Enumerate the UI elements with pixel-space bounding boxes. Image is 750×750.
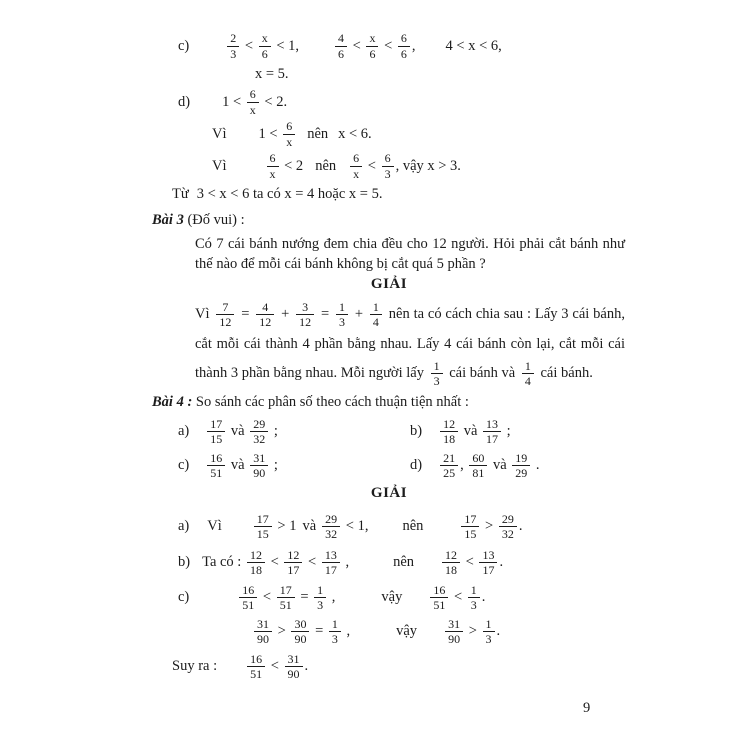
fraction: $\frac{29}{32}$ bbox=[250, 417, 268, 447]
math-text: nên bbox=[393, 554, 415, 571]
fraction: $\frac{31}{90}$ bbox=[250, 451, 268, 481]
math-text: a) bbox=[178, 423, 190, 440]
math-text: < 1, bbox=[272, 37, 300, 54]
fraction: $\frac{30}{90}$ bbox=[291, 617, 309, 647]
math-text: 1 < bbox=[222, 93, 245, 110]
spacer bbox=[189, 465, 205, 466]
spacer bbox=[217, 666, 245, 667]
math-text: x = 5. bbox=[255, 65, 289, 82]
bai3-heading bbox=[152, 208, 628, 232]
math-text: , bbox=[328, 589, 336, 606]
fraction: $\frac{31}{90}$ bbox=[285, 652, 303, 682]
math-text: x < 6. bbox=[338, 125, 372, 142]
bai4-solution-b bbox=[178, 545, 628, 581]
math-line-d bbox=[178, 86, 628, 118]
spacer bbox=[299, 46, 333, 47]
math-text: = bbox=[237, 306, 254, 323]
giai-heading-1: GIẢI bbox=[370, 276, 408, 292]
spacer bbox=[189, 526, 207, 527]
math-text: < bbox=[380, 37, 396, 54]
math-text: . bbox=[496, 623, 501, 640]
fraction: $\frac{1}{3}$ bbox=[329, 617, 341, 647]
spacer bbox=[422, 431, 438, 432]
math-text: ; bbox=[503, 423, 511, 440]
math-text: nên bbox=[402, 518, 424, 535]
fraction: $\frac{17}{15}$ bbox=[254, 512, 272, 542]
math-text: Vì bbox=[195, 306, 214, 323]
bai3-solution bbox=[195, 300, 625, 389]
fraction: $\frac{16}{51}$ bbox=[239, 583, 257, 613]
fraction: $\frac{31}{90}$ bbox=[254, 617, 272, 647]
spacer bbox=[335, 597, 381, 598]
math-line-x-equals-5 bbox=[255, 62, 628, 86]
math-text: = bbox=[311, 623, 327, 640]
math-text: . bbox=[532, 457, 540, 474]
fraction: $\frac{2}{3}$ bbox=[227, 31, 239, 61]
spacer bbox=[227, 134, 259, 135]
math-text: nên bbox=[315, 157, 337, 174]
math-text: . bbox=[518, 518, 523, 535]
math-line-c bbox=[178, 30, 628, 62]
fraction: $\frac{29}{32}$ bbox=[322, 512, 340, 542]
spacer bbox=[303, 166, 315, 167]
bai4-item-b bbox=[410, 415, 628, 449]
bai4-heading bbox=[152, 391, 628, 415]
spacer bbox=[316, 526, 320, 527]
bai4-items-row-2 bbox=[178, 449, 628, 483]
spacer bbox=[227, 166, 265, 167]
math-text: > 1 bbox=[273, 518, 297, 535]
fraction: $\frac{4}{12}$ bbox=[256, 300, 274, 330]
spacer bbox=[190, 102, 222, 103]
fraction: $\frac{31}{90}$ bbox=[445, 617, 463, 647]
fraction: $\frac{4}{6}$ bbox=[335, 31, 347, 61]
math-text: > bbox=[481, 518, 497, 535]
math-text: < 1, bbox=[342, 518, 369, 535]
spacer bbox=[336, 166, 348, 167]
spacer bbox=[189, 597, 237, 598]
spacer bbox=[189, 431, 205, 432]
math-text: = bbox=[296, 589, 313, 606]
fraction: $\frac{13}{17}$ bbox=[479, 548, 497, 578]
math-text: , bbox=[342, 623, 351, 640]
math-text: b) bbox=[410, 423, 423, 440]
math-text: > bbox=[465, 623, 481, 640]
math-line-tu-conclusion bbox=[172, 182, 628, 206]
math-text: < bbox=[349, 37, 365, 54]
bai3-problem-text: Có 7 cái bánh nướng đem chia đều cho 12 người. Hỏi phải cắt bánh như thế nào để mỗi cái bánh không bị cắt quá 5 phần ? bbox=[195, 236, 625, 272]
spacer bbox=[422, 465, 438, 466]
fraction: $\frac{6}{6}$ bbox=[398, 31, 410, 61]
math-text: c) bbox=[178, 589, 190, 606]
bai4-solution-c-line-2 bbox=[252, 615, 628, 649]
math-text: và bbox=[227, 423, 249, 440]
fraction: $\frac{6}{3}$ bbox=[382, 151, 394, 181]
math-text: . bbox=[304, 658, 309, 675]
giai-heading-2: GIẢI bbox=[370, 484, 408, 501]
math-text: , bbox=[460, 457, 468, 474]
math-text: Ta có : bbox=[202, 554, 245, 571]
bai4-items-row-1 bbox=[178, 415, 628, 449]
fraction: $\frac{21}{25}$ bbox=[440, 451, 458, 481]
fraction: $\frac{x}{6}$ bbox=[366, 31, 378, 61]
fraction: $\frac{13}{17}$ bbox=[322, 548, 340, 578]
math-text: 4 < x < 6, bbox=[445, 37, 502, 54]
math-text: < bbox=[304, 554, 320, 571]
fraction: $\frac{1}{4}$ bbox=[522, 359, 534, 389]
fraction: $\frac{12}{18}$ bbox=[440, 417, 458, 447]
math-text: < bbox=[259, 589, 275, 606]
math-text: và bbox=[227, 457, 249, 474]
math-text: 1 < bbox=[258, 125, 282, 142]
math-text: nên ta có cách chia sau : Lấy 3 cái bánh, cắt mỗi cái thành 4 phần bằng nhau. Lấy 4 cái bánh còn lại, cắt mỗi cái thành 3 phần bằng nhau. Mỗi người lấy bbox=[195, 306, 625, 381]
spacer bbox=[423, 526, 459, 527]
math-text: < bbox=[450, 589, 466, 606]
math-text: ; bbox=[270, 457, 278, 474]
math-text: < bbox=[266, 554, 283, 571]
math-text: d) bbox=[178, 93, 191, 110]
fraction: $\frac{7}{12}$ bbox=[216, 300, 234, 330]
math-text: < bbox=[267, 658, 283, 675]
math-text: và bbox=[302, 518, 317, 535]
fraction: $\frac{x}{6}$ bbox=[259, 31, 271, 61]
fraction: $\frac{6}{x}$ bbox=[350, 151, 362, 181]
math-text: vậy bbox=[381, 589, 403, 606]
math-text: c) bbox=[178, 37, 190, 54]
spacer bbox=[190, 562, 202, 563]
bai3-label: Bài 3 bbox=[152, 211, 184, 228]
math-line-vi-2 bbox=[212, 150, 628, 182]
math-line-vi-1 bbox=[212, 118, 628, 150]
bai4-item-d bbox=[410, 449, 628, 483]
fraction: $\frac{1}{4}$ bbox=[370, 300, 382, 330]
fraction: $\frac{16}{51}$ bbox=[207, 451, 225, 481]
spacer bbox=[349, 562, 393, 563]
math-text: < bbox=[462, 554, 478, 571]
math-text: Vì bbox=[207, 518, 222, 535]
fraction: $\frac{19}{29}$ bbox=[512, 451, 530, 481]
fraction: $\frac{6}{x}$ bbox=[247, 87, 259, 117]
math-text: > bbox=[274, 623, 290, 640]
spacer bbox=[189, 46, 225, 47]
math-text: + bbox=[277, 306, 294, 323]
fraction: $\frac{12}{17}$ bbox=[284, 548, 302, 578]
math-text: < 2 bbox=[280, 157, 304, 174]
math-text: , bbox=[411, 37, 416, 54]
fraction: $\frac{17}{51}$ bbox=[277, 583, 295, 613]
math-text: d) bbox=[410, 457, 423, 474]
bai3-label-suffix: (Đố vui) : bbox=[183, 211, 245, 228]
math-text: vậy bbox=[396, 623, 418, 640]
bai4-solution-c-line-1 bbox=[178, 581, 628, 615]
math-text: nên bbox=[307, 125, 329, 142]
fraction: $\frac{1}{3}$ bbox=[483, 617, 495, 647]
math-text: Suy ra : bbox=[172, 658, 218, 675]
spacer bbox=[416, 46, 446, 47]
bai4-solution-a bbox=[178, 509, 628, 545]
fraction: $\frac{3}{12}$ bbox=[296, 300, 314, 330]
spacer bbox=[222, 526, 252, 527]
math-text: ; bbox=[270, 423, 278, 440]
fraction: $\frac{6}{x}$ bbox=[267, 151, 279, 181]
fraction: $\frac{12}{18}$ bbox=[442, 548, 460, 578]
math-text: . bbox=[499, 554, 504, 571]
math-text: a) bbox=[178, 518, 190, 535]
math-text: 3 < x < 6 ta có x = 4 hoặc x = 5. bbox=[196, 185, 383, 202]
page-content bbox=[150, 30, 628, 685]
fraction: $\frac{1}{3}$ bbox=[314, 583, 326, 613]
fraction: $\frac{1}{3}$ bbox=[431, 359, 443, 389]
fraction: $\frac{13}{17}$ bbox=[483, 417, 501, 447]
math-text: , vậy x > 3. bbox=[395, 157, 461, 174]
fraction: $\frac{17}{15}$ bbox=[207, 417, 225, 447]
math-text: cái bánh. bbox=[536, 365, 593, 381]
math-text: và bbox=[460, 423, 482, 440]
math-text: Vì bbox=[212, 157, 227, 174]
math-text: < 2. bbox=[260, 93, 288, 110]
spacer bbox=[189, 194, 197, 195]
bai4-conclusion bbox=[172, 649, 628, 685]
fraction: $\frac{16}{51}$ bbox=[430, 583, 448, 613]
bai4-title: So sánh các phân số theo cách thuận tiện nhất : bbox=[192, 394, 469, 411]
fraction: $\frac{17}{15}$ bbox=[461, 512, 479, 542]
math-text: . bbox=[481, 589, 486, 606]
math-text: b) bbox=[178, 554, 191, 571]
spacer bbox=[368, 526, 402, 527]
spacer bbox=[350, 631, 396, 632]
spacer bbox=[414, 562, 440, 563]
fraction: $\frac{29}{32}$ bbox=[499, 512, 517, 542]
bai4-item-a bbox=[178, 415, 410, 449]
fraction: $\frac{6}{x}$ bbox=[283, 119, 295, 149]
math-text: + bbox=[351, 306, 367, 323]
math-text: , bbox=[341, 554, 350, 571]
math-text: và bbox=[489, 457, 511, 474]
bai4-label: Bài 4 : bbox=[152, 394, 193, 411]
math-text: Từ bbox=[172, 185, 189, 202]
bai4-item-c bbox=[178, 449, 410, 483]
math-text: < bbox=[364, 157, 380, 174]
math-text: c) bbox=[178, 457, 190, 474]
math-text: cái bánh và bbox=[445, 365, 519, 381]
fraction: $\frac{60}{81}$ bbox=[469, 451, 487, 481]
fraction: $\frac{12}{18}$ bbox=[247, 548, 265, 578]
math-text: Vì bbox=[212, 125, 227, 142]
fraction: $\frac{1}{3}$ bbox=[468, 583, 480, 613]
fraction: $\frac{1}{3}$ bbox=[336, 300, 348, 330]
spacer bbox=[297, 134, 307, 135]
page-number: 9 bbox=[583, 700, 591, 716]
math-text: = bbox=[317, 306, 334, 323]
fraction: $\frac{16}{51}$ bbox=[247, 652, 265, 682]
spacer bbox=[328, 134, 338, 135]
math-text: < bbox=[241, 37, 257, 54]
spacer bbox=[417, 631, 443, 632]
spacer bbox=[402, 597, 428, 598]
